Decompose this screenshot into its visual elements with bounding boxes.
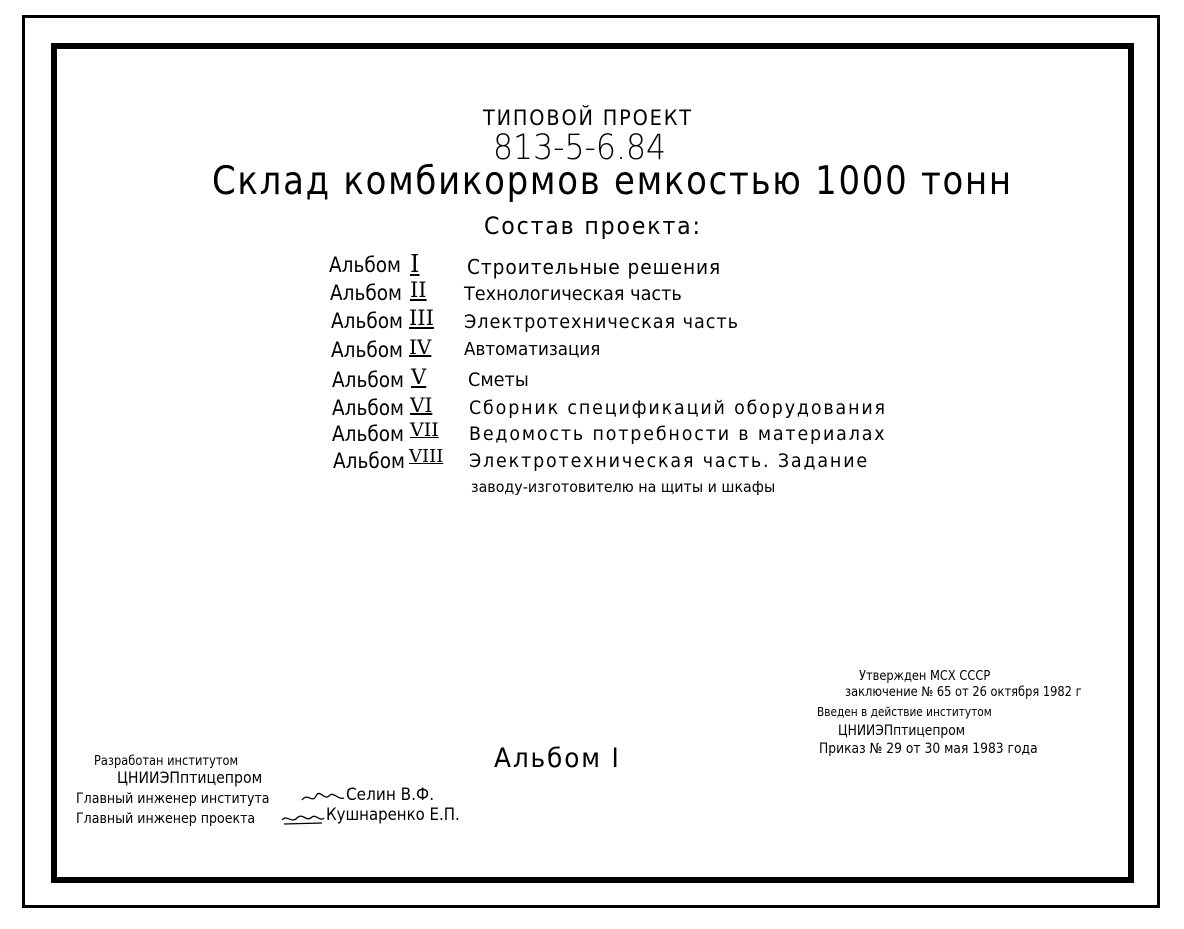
- album-row-numeral: V: [411, 365, 427, 389]
- approval-line: Введен в действие институтом: [817, 705, 992, 719]
- album-row-numeral: VI: [410, 393, 433, 417]
- album-row-title-continued: заводу-изготовителю на щиты и шкафы: [471, 478, 776, 496]
- album-row-title: Строительные решения: [467, 255, 722, 279]
- album-row-title: Электротехническая часть. Задание: [469, 450, 869, 472]
- album-row-numeral: VIII: [409, 446, 444, 467]
- album-row-label: Альбом: [333, 449, 405, 473]
- approval-line: ЦНИИЭПптицепром: [838, 723, 966, 739]
- album-row-title: Сметы: [468, 369, 529, 391]
- album-row-title: Автоматизация: [464, 339, 601, 360]
- project-engineer-label: Главный инженер проекта: [76, 811, 256, 827]
- album-row-title: Сборник спецификаций оборудования: [469, 397, 887, 419]
- album-row-numeral: II: [410, 278, 427, 302]
- chief-engineer-label: Главный инженер института: [76, 791, 270, 807]
- album-row-numeral: IV: [409, 335, 432, 359]
- approval-line: Приказ № 29 от 30 мая 1983 года: [819, 741, 1038, 757]
- composition-heading: Состав проекта:: [484, 212, 702, 240]
- album-row-numeral: III: [409, 306, 434, 330]
- album-row-title: Ведомость потребности в материалах: [469, 423, 887, 445]
- developer-line: Разработан институтом: [94, 754, 239, 769]
- developer-institute: ЦНИИЭПптицепром: [117, 768, 263, 787]
- approval-line: заключение № 65 от 26 октября 1982 г: [845, 685, 1082, 700]
- album-row-label: Альбом: [332, 422, 404, 446]
- chief-engineer-name: Селин В.Ф.: [346, 785, 435, 805]
- current-album: Альбом I: [494, 743, 621, 774]
- album-row-label: Альбом: [329, 253, 401, 277]
- approval-line: Утвержден МСХ СССР: [859, 669, 991, 684]
- album-row-numeral: VII: [410, 419, 439, 441]
- page-title: Склад комбикормов емкостью 1000 тонн: [212, 159, 1013, 204]
- project-kind: ТИПОВОЙ ПРОЕКТ: [483, 106, 693, 130]
- project-engineer-signature: [280, 811, 326, 827]
- project-number: 813-5-6.84: [493, 128, 667, 168]
- album-row-label: Альбом: [330, 281, 402, 305]
- album-row-label: Альбом: [331, 309, 403, 333]
- album-row-numeral: I: [410, 250, 420, 278]
- album-row-label: Альбом: [331, 338, 403, 362]
- album-row-title: Электротехническая часть: [464, 311, 739, 333]
- chief-engineer-signature: [300, 790, 346, 806]
- album-row-title: Технологическая часть: [464, 283, 682, 305]
- project-engineer-name: Кушнаренко Е.П.: [326, 805, 460, 825]
- album-row-label: Альбом: [332, 368, 404, 392]
- album-row-label: Альбом: [332, 396, 404, 420]
